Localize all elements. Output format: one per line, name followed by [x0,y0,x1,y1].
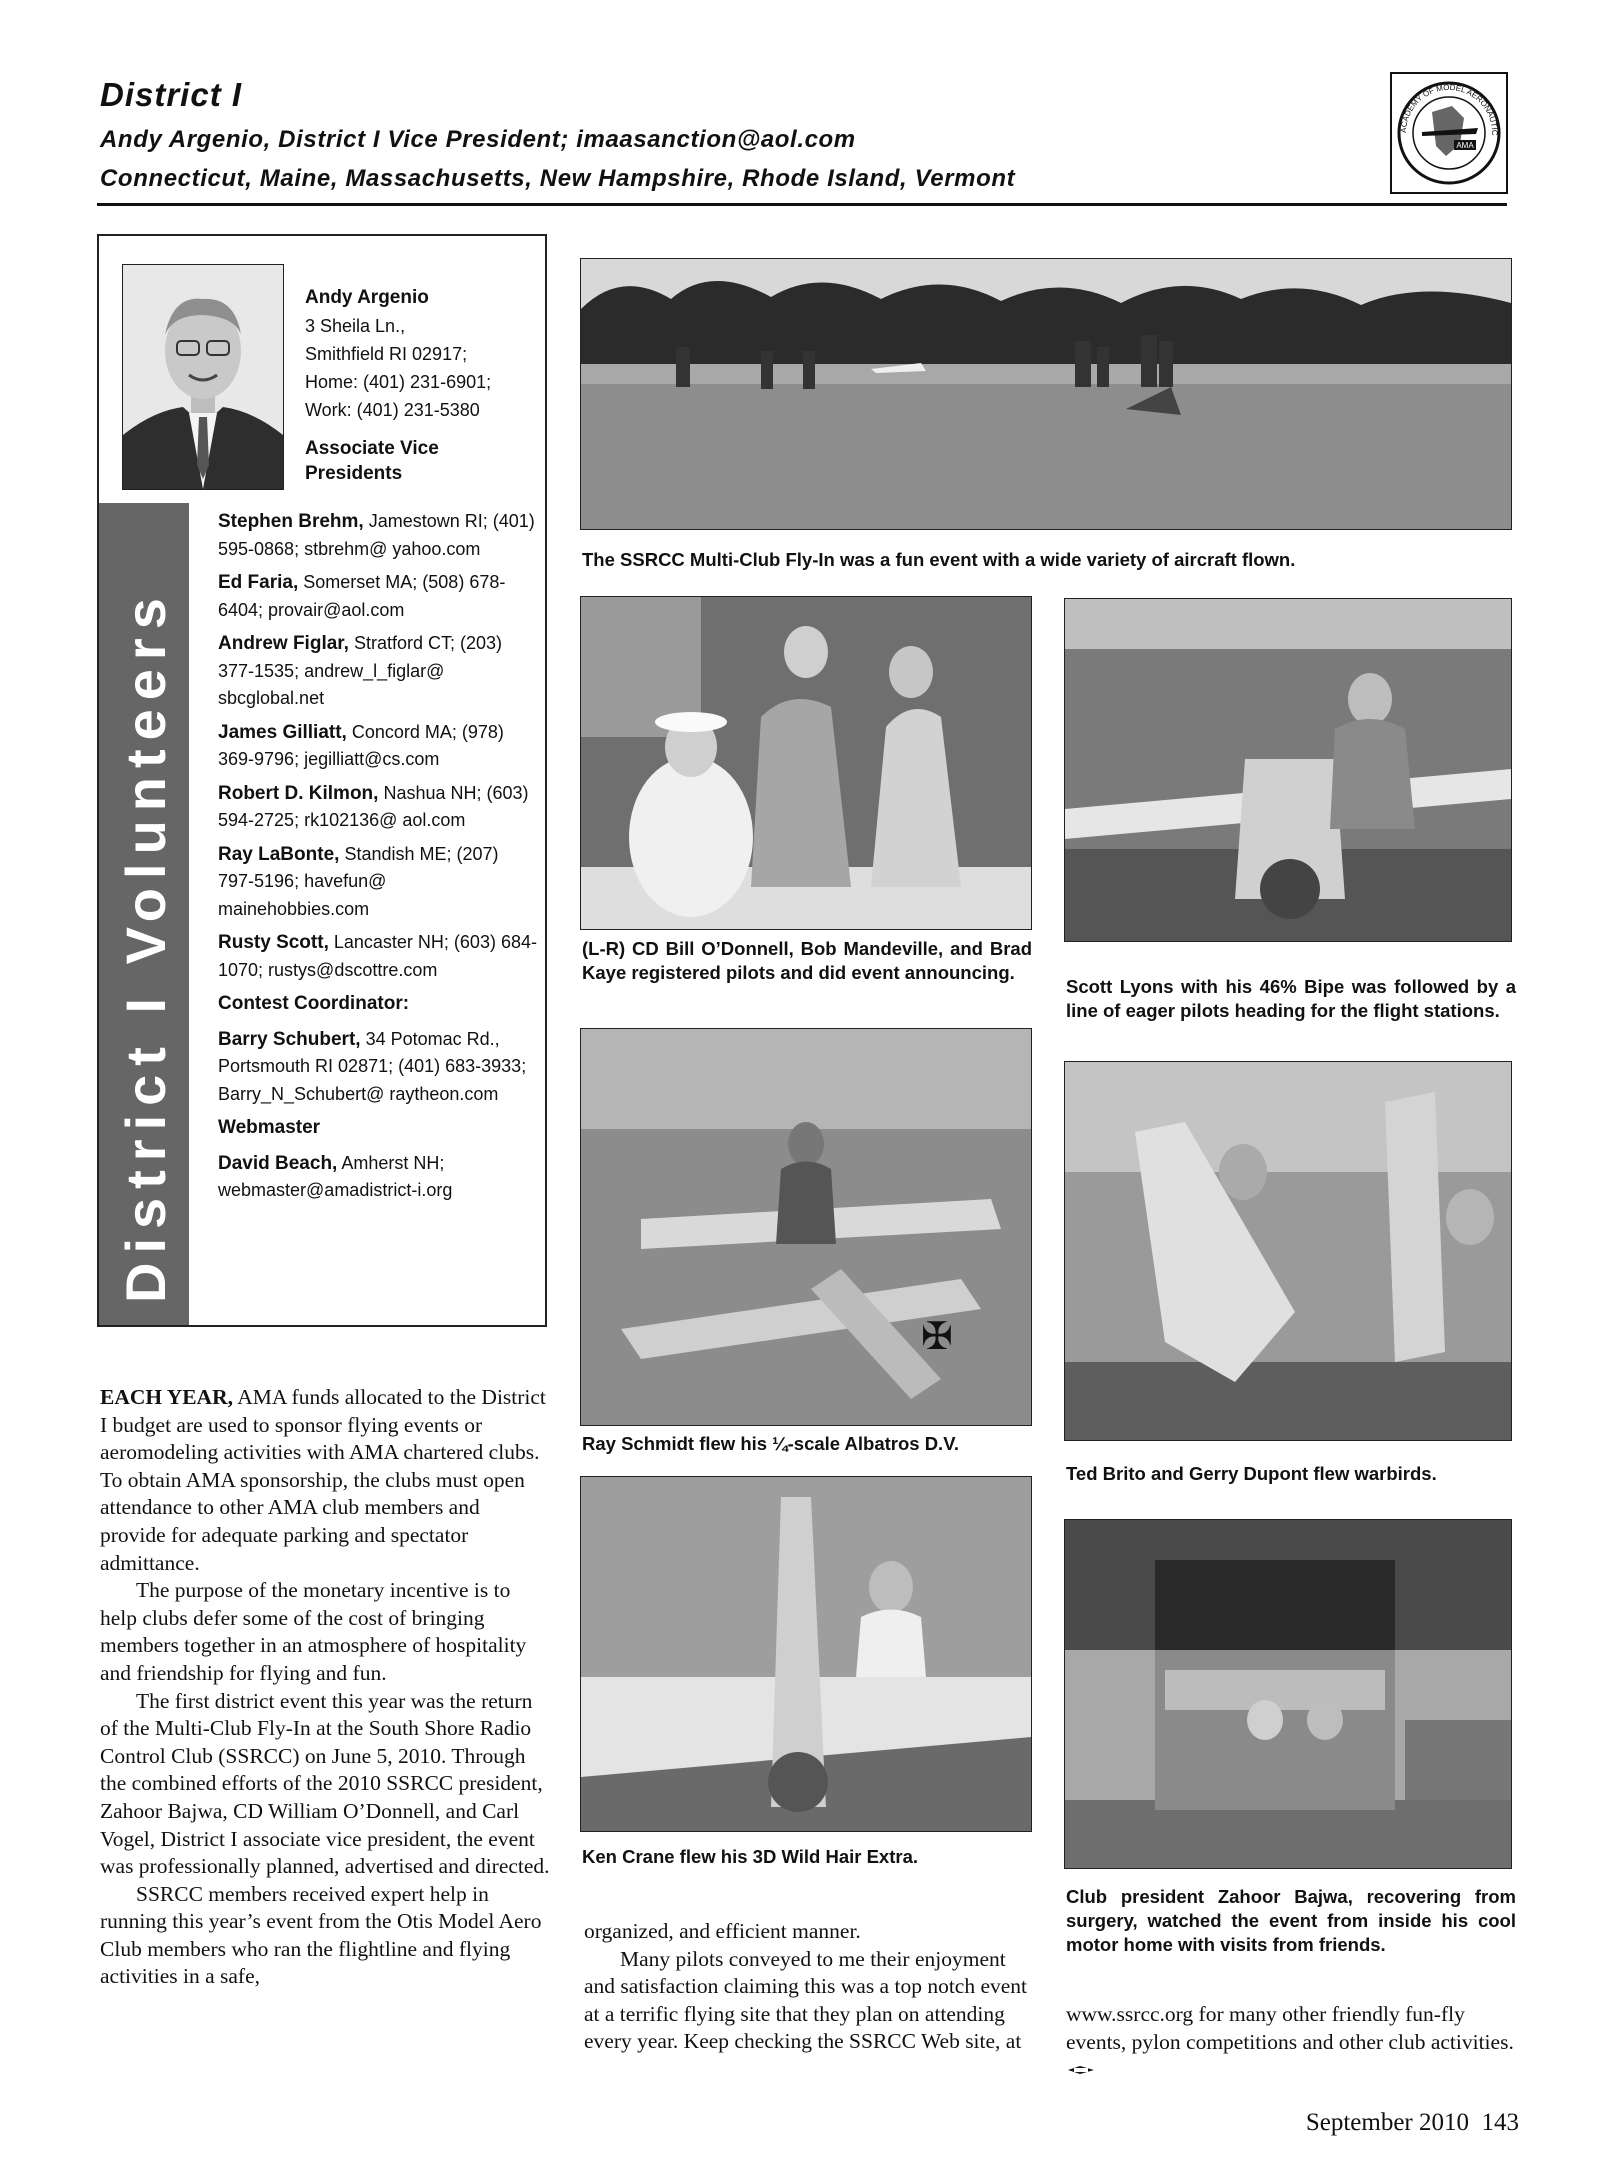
list-item: Andrew Figlar, Stratford CT; (203) 377-1535; andrew_l_figlar@ sbcglobal.net [218,633,502,708]
page-footer [1306,2109,1519,2137]
vp-contact [305,283,491,486]
caption-warbirds: Ted Brito and Gerry Dupont flew warbirds. [1066,1463,1437,1484]
paragraph: www.ssrcc.org for many other friendly fun-fly events, pylon competitions and other club activities. [1066,2002,1514,2054]
article-column-1 [100,1384,550,1991]
photo-flying-field [580,258,1512,530]
ama-end-mark-icon [1066,2064,1096,2076]
vp-address2: Smithfield RI 02917; [305,344,468,364]
vp-home-phone: Home: (401) 231-6901; [305,372,492,392]
paragraph: AMA funds allocated to the District I budget are used to sponsor flying events or aeromodeling activities with AMA chartered clubs. To obtain AMA sponsorship, the clubs must open attendance to other AMA club members and provide for adequate parking and spectator admittance. [100,1385,546,1575]
sidebar-tab [99,503,189,1325]
svg-text:AMA: AMA [1456,141,1474,150]
photo-motorhome [1064,1519,1512,1869]
list-item: Ed Faria, Somerset MA; (508) 678-6404; provair@aol.com [218,572,506,620]
district-title: District I [100,76,243,113]
caption-albatros: Ray Schmidt flew his ¼-scale Albatros D.V. [582,1433,959,1454]
list-item: Ray LaBonte, Standish ME; (207) 797-5196; havefun@ mainehobbies.com [218,843,499,919]
vp-name: Andy Argenio [305,287,429,308]
caption-bipe: Scott Lyons with his 46% Bipe was followed by a line of eager pilots heading for the flight stations. [1066,976,1516,1021]
paragraph: The first district event this year was the return of the Multi-Club Fly-In at the South Shore Radio Control Club (SSRCC) on June 5, 2010. Through the combined efforts of the 2010 SSRCC president, Zahoor Bajwa, CD William O’Donnell, and Carl Vogel, District I associate vice president, the event was professionally planned, advertised and directed. [100,1688,550,1879]
sidebar-tab-label: District I Volunteers [114,589,177,1303]
article-column-2 [584,1918,1039,2056]
article-column-3 [1066,2001,1516,2084]
contest-heading: Contest Coordinator: [218,993,410,1014]
photo-albatros [580,1028,1032,1426]
vp-line: Andy Argenio, District I Vice President; imaasanction@aol.com [100,126,856,153]
photo-bipe [1064,598,1512,942]
list-item: Rusty Scott, Lancaster NH; (603) 684-1070; rustys@dscottre.com [218,932,537,980]
svg-text:ACADEMY OF MODEL AERONAUTICS ·: ACADEMY OF MODEL AERONAUTIC [1398,82,1500,136]
svg-text:✠: ✠ [921,1316,953,1358]
header-rule [97,203,1507,206]
photo-registration-table [580,596,1032,930]
paragraph: SSRCC members received expert help in running this year’s event from the Otis Model Aero Club members who ran the flightline and flying activities in a safe, [100,1881,542,1989]
avp-heading: Associate Vice Presidents [305,438,439,484]
caption-flying-field: The SSRCC Multi-Club Fly-In was a fun event with a wide variety of aircraft flown. [582,549,1296,570]
avp-list [218,508,538,1211]
photo-warbirds [1064,1061,1512,1441]
logo-seal-icon [1392,74,1506,192]
vp-address1: 3 Sheila Ln., [305,316,406,336]
list-item: Barry Schubert, 34 Potomac Rd., Portsmouth RI 02871; (401) 683-3933; Barry_N_Schubert@ raytheon.com [218,1028,527,1104]
photo-extra [580,1476,1032,1832]
lead-caps: EACH YEAR, [100,1385,233,1409]
paragraph: The purpose of the monetary incentive is to help clubs defer some of the cost of bringing members together in an atmosphere of hospitality and friendship for flying and fun. [100,1578,527,1685]
paragraph: organized, and efficient manner. [584,1919,861,1943]
webmaster-heading: Webmaster [218,1117,321,1138]
vp-portrait [122,264,284,490]
list-item: Robert D. Kilmon, Nashua NH; (603) 594-2725; rk102136@ aol.com [218,782,529,830]
caption-registration: (L-R) CD Bill O’Donnell, Bob Mandeville, and Brad Kaye registered pilots and did event announcing. [582,938,1032,983]
issue-date: September 2010 [1305,2109,1469,2136]
list-item: James Gilliatt, Concord MA; (978) 369-9796; jegilliatt@cs.com [218,721,504,769]
vp-work-phone: Work: (401) 231-5380 [305,400,480,420]
states-line: Connecticut, Maine, Massachusetts, New Hampshire, Rhode Island, Vermont [100,165,1016,192]
district-logo [1390,72,1508,194]
paragraph: Many pilots conveyed to me their enjoyment and satisfaction claiming this was a top notch event at a terrific flying site that they plan on attending every year. Keep checking the SSRCC Web site, at [584,1946,1028,2054]
list-item: Stephen Brehm, Jamestown RI; (401) 595-0868; stbrehm@ yahoo.com [218,511,535,559]
caption-extra: Ken Crane flew his 3D Wild Hair Extra. [582,1846,919,1867]
page-number: 143 [1481,2109,1519,2136]
caption-motorhome: Club president Zahoor Bajwa, recovering from surgery, watched the event from inside his cool motor home with visits from friends. [1066,1886,1516,1955]
list-item: David Beach, Amherst NH; webmaster@amadistrict-i.org [218,1152,453,1200]
